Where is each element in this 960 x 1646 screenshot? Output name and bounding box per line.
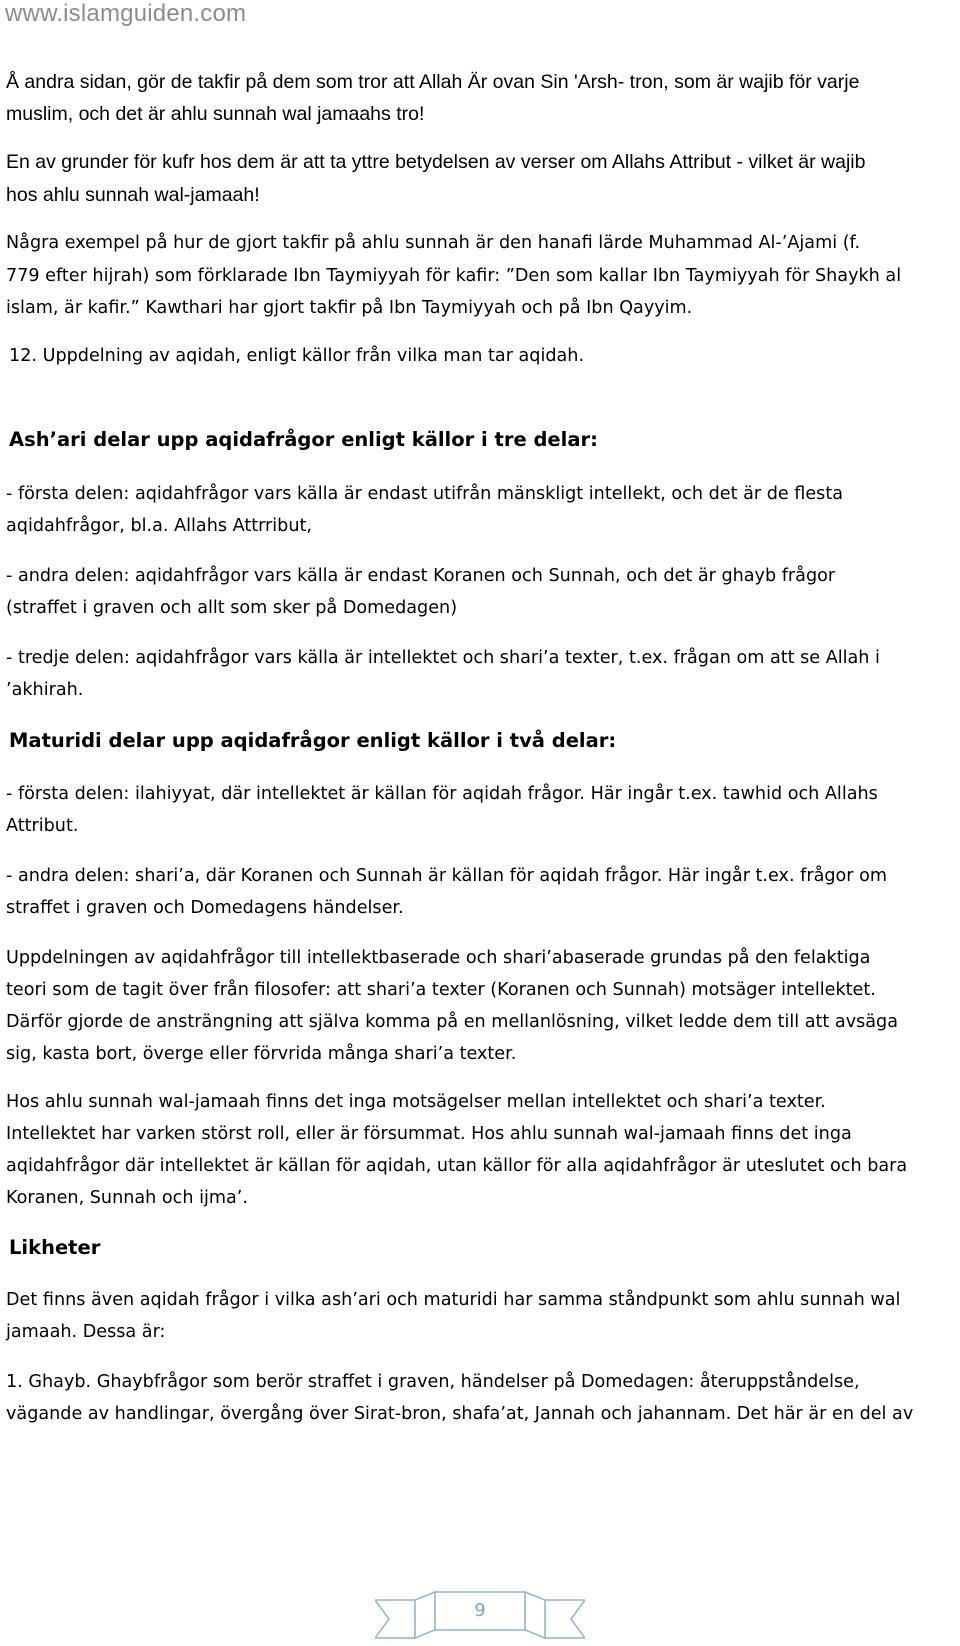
text-line: Hos ahlu sunnah wal-jamaah finns det inga motsägelser mellan intellektet och shari’a texter. <box>6 1092 826 1112</box>
text-line: sig, kasta bort, överge eller förvrida många shari’a texter. <box>6 1044 517 1064</box>
text-line: 779 efter hijrah) som förklarade Ibn Taymiyyah för kafir: ”Den som kallar Ibn Taymiyyah för Shaykh al <box>6 266 902 286</box>
text-line: Intellektet har varken störst roll, eller är försummat. Hos ahlu sunnah wal-jamaah finns det inga <box>6 1124 852 1144</box>
text-line: En av grunder för kufr hos dem är att ta yttre betydelsen av verser om Allahs Attribut - vilket är wajib <box>6 151 866 173</box>
text-line: Koranen, Sunnah och ijma’. <box>6 1188 248 1208</box>
page-footer <box>375 1586 585 1646</box>
text-line: hos ahlu sunnah wal-jamaah! <box>6 184 260 206</box>
text-line: - första delen: aqidahfrågor vars källa är endast utifrån mänskligt intellekt, och det är de flesta <box>6 484 844 504</box>
text-line: Det finns även aqidah frågor i vilka ash’ari och maturidi har samma ståndpunkt som ahlu sunnah wal <box>6 1290 901 1310</box>
text-line: Därför gjorde de ansträngning att själva komma på en mellanlösning, vilket ledde dem till att avsäga <box>6 1012 899 1032</box>
text-line: teori som de tagit över från filosofer: att shari’a texter (Koranen och Sunnah) motsäger intellektet. <box>6 980 876 1000</box>
text-line: - tredje delen: aqidahfrågor vars källa är intellektet och shari’a texter, t.ex. frågan om att se Allah i <box>6 648 880 668</box>
site-header[interactable]: www.islamguiden.com <box>5 0 247 27</box>
section-heading: Likheter <box>9 1236 101 1259</box>
text-line: aqidahfrågor, bl.a. Allahs Attrribut, <box>6 516 312 536</box>
text-line: vägande av handlingar, övergång över Sirat-bron, shafa’at, Jannah och jahannam. Det här är en del av <box>6 1404 914 1424</box>
text-line: Attribut. <box>6 816 79 836</box>
text-line: Några exempel på hur de gjort takfir på ahlu sunnah är den hanafi lärde Muhammad Al-’Ajami (f. <box>6 233 861 253</box>
text-line: aqidahfrågor där intellektet är källan för aqidah, utan källor för alla aqidahfrågor är uteslutet och bara <box>6 1156 908 1176</box>
text-line: ’akhirah. <box>6 680 84 700</box>
text-line: 1. Ghayb. Ghaybfrågor som berör straffet i graven, händelser på Domedagen: återuppståndelse, <box>6 1372 860 1392</box>
text-line: muslim, och det är ahlu sunnah wal jamaahs tro! <box>6 103 425 125</box>
text-line: islam, är kafir.” Kawthari har gjort takfir på Ibn Taymiyyah och på Ibn Qayyim. <box>6 298 693 318</box>
section-item-12: 12. Uppdelning av aqidah, enligt källor från vilka man tar aqidah. <box>9 346 585 366</box>
page-number: 9 <box>474 1600 486 1621</box>
text-line: - första delen: ilahiyyat, där intellektet är källan för aqidah frågor. Här ingår t.ex. tawhid och Allahs <box>6 784 878 804</box>
text-line: - andra delen: aqidahfrågor vars källa är endast Koranen och Sunnah, och det är ghayb frågor <box>6 566 836 586</box>
text-line: (straffet i graven och allt som sker på Domedagen) <box>6 598 458 618</box>
text-line: - andra delen: shari’a, där Koranen och Sunnah är källan för aqidah frågor. Här ingår t.ex. frågor om <box>6 866 888 886</box>
text-line: jamaah. Dessa är: <box>6 1322 166 1342</box>
section-heading: Maturidi delar upp aqidafrågor enligt källor i två delar: <box>9 729 617 752</box>
text-line: Uppdelningen av aqidahfrågor till intellektbaserade och shari’abaserade grundas på den felaktiga <box>6 948 871 968</box>
text-line: Å andra sidan, gör de takfir på dem som tror att Allah Är ovan Sin 'Arsh- tron, som är wajib för varje <box>6 71 860 93</box>
section-heading: Ash’ari delar upp aqidafrågor enligt källor i tre delar: <box>9 428 598 451</box>
text-line: straffet i graven och Domedagens händelser. <box>6 898 404 918</box>
